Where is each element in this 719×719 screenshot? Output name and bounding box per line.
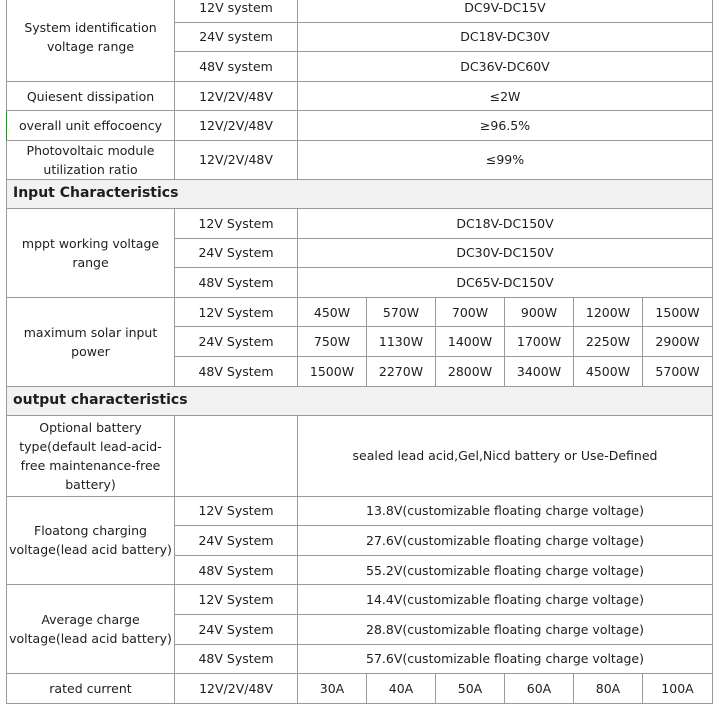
pv-utilization-label: Photovoltaic module utilization ratio — [7, 140, 175, 179]
current-cell: 40A — [367, 674, 436, 704]
system-voltage-label: System identification voltage range — [7, 0, 175, 81]
current-cell: 80A — [574, 674, 643, 704]
system-cell: 48V System — [175, 268, 298, 298]
value-cell: DC30V-DC150V — [298, 238, 713, 268]
system-cell: 48V System — [175, 644, 298, 674]
section-row — [7, 179, 713, 208]
system-cell: 24V system — [175, 22, 298, 52]
value-cell: ≥96.5% — [298, 111, 713, 141]
power-cell: 900W — [505, 297, 574, 327]
current-cell: 50A — [436, 674, 505, 704]
table-row — [7, 496, 713, 526]
current-cell: 30A — [298, 674, 367, 704]
power-cell: 1400W — [436, 327, 505, 357]
section-title-output: output characteristics — [7, 386, 713, 415]
table-row — [7, 0, 713, 22]
average-label: Average charge voltage(lead acid battery) — [7, 585, 175, 674]
power-cell: 3400W — [505, 356, 574, 386]
system-cell: 12V/2V/48V — [175, 81, 298, 111]
system-cell: 12V System — [175, 585, 298, 615]
power-cell: 1500W — [298, 356, 367, 386]
table-row — [7, 140, 713, 179]
system-cell: 48V system — [175, 52, 298, 82]
value-cell: 55.2V(customizable floating charge voltage) — [298, 555, 713, 585]
system-cell: 12V system — [175, 0, 298, 22]
table-row — [7, 81, 713, 111]
system-cell-empty — [175, 415, 298, 496]
power-cell: 2800W — [436, 356, 505, 386]
value-cell: DC36V-DC60V — [298, 52, 713, 82]
section-title-input: Input Characteristics — [7, 179, 713, 208]
efficiency-label: overall unit effocoency — [7, 111, 175, 141]
system-cell: 12V/2V/48V — [175, 111, 298, 141]
mppt-label: mppt working voltage range — [7, 208, 175, 297]
table-row — [7, 208, 713, 238]
system-cell: 24V System — [175, 526, 298, 556]
table-row — [7, 674, 713, 704]
system-cell: 12V/2V/48V — [175, 674, 298, 704]
system-cell: 24V System — [175, 614, 298, 644]
value-cell: 57.6V(customizable floating charge voltage) — [298, 644, 713, 674]
power-cell: 1130W — [367, 327, 436, 357]
table-row — [7, 111, 713, 141]
power-cell: 1700W — [505, 327, 574, 357]
system-cell: 12V/2V/48V — [175, 140, 298, 179]
system-cell: 12V System — [175, 208, 298, 238]
section-row — [7, 386, 713, 415]
power-cell: 1500W — [643, 297, 713, 327]
battery-type-label: Optional battery type(default lead-acid-free maintenance-free battery) — [7, 415, 175, 496]
power-cell: 2270W — [367, 356, 436, 386]
power-cell: 570W — [367, 297, 436, 327]
value-cell: ≤2W — [298, 81, 713, 111]
current-cell: 100A — [643, 674, 713, 704]
value-cell: 13.8V(customizable floating charge voltage) — [298, 496, 713, 526]
system-cell: 12V System — [175, 496, 298, 526]
table-row — [7, 415, 713, 496]
power-cell: 750W — [298, 327, 367, 357]
power-cell: 450W — [298, 297, 367, 327]
system-cell: 24V System — [175, 238, 298, 268]
spec-table — [6, 0, 713, 704]
system-cell: 48V System — [175, 555, 298, 585]
value-cell: ≤99% — [298, 140, 713, 179]
max-solar-label: maximum solar input power — [7, 297, 175, 386]
system-cell: 24V System — [175, 327, 298, 357]
value-cell: DC9V-DC15V — [298, 0, 713, 22]
floating-label: Floatong charging voltage(lead acid battery) — [7, 496, 175, 585]
table-row — [7, 585, 713, 615]
value-cell: 14.4V(customizable floating charge voltage) — [298, 585, 713, 615]
system-cell: 12V System — [175, 297, 298, 327]
value-cell: DC18V-DC150V — [298, 208, 713, 238]
power-cell: 5700W — [643, 356, 713, 386]
value-cell: 27.6V(customizable floating charge voltage) — [298, 526, 713, 556]
current-cell: 60A — [505, 674, 574, 704]
spec-sheet — [6, 0, 712, 704]
value-cell: DC65V-DC150V — [298, 268, 713, 298]
system-cell: 48V System — [175, 356, 298, 386]
value-cell: 28.8V(customizable floating charge voltage) — [298, 614, 713, 644]
value-cell: sealed lead acid,Gel,Nicd battery or Use-Defined — [298, 415, 713, 496]
power-cell: 4500W — [574, 356, 643, 386]
power-cell: 700W — [436, 297, 505, 327]
power-cell: 1200W — [574, 297, 643, 327]
table-row — [7, 297, 713, 327]
power-cell: 2900W — [643, 327, 713, 357]
power-cell: 2250W — [574, 327, 643, 357]
value-cell: DC18V-DC30V — [298, 22, 713, 52]
quiescent-label: Quiesent dissipation — [7, 81, 175, 111]
rated-current-label: rated current — [7, 674, 175, 704]
